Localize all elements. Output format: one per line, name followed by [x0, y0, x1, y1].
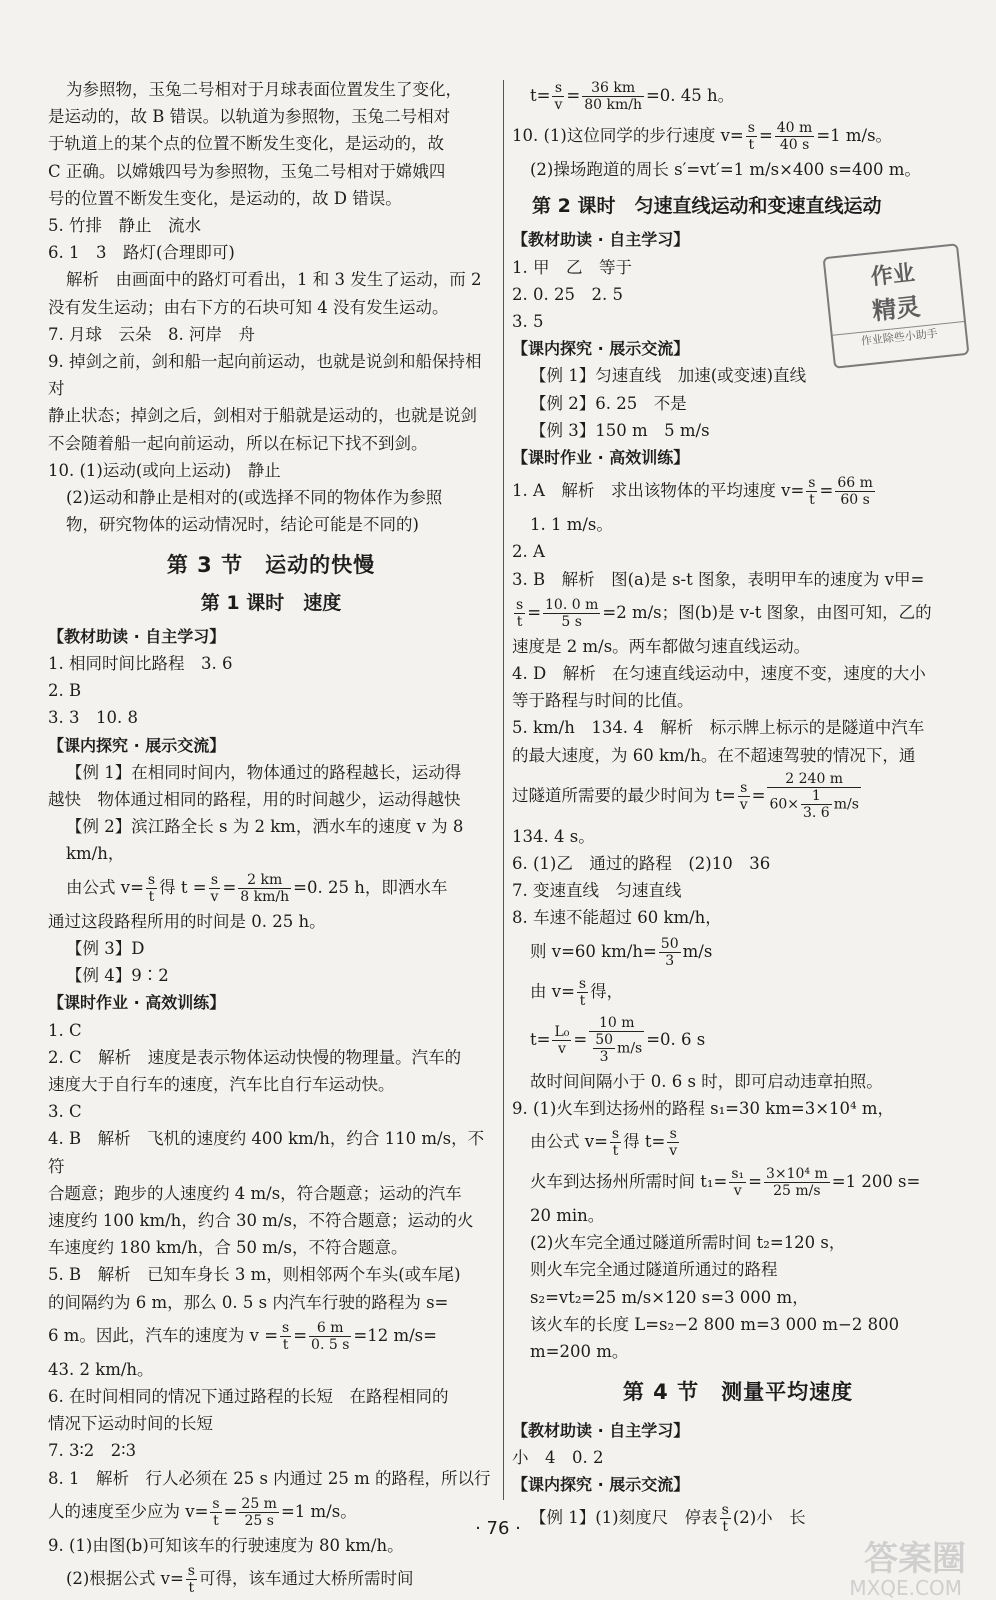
watermark-url: MXQE.COM — [849, 1576, 962, 1600]
heading-homework: 【课时作业 · 高效训练】 — [512, 448, 690, 468]
fraction: $\frac{25 m}{25 s}$ — [241, 1495, 277, 1529]
heading-textbook: 【教材助读 · 自主学习】 — [512, 230, 690, 250]
r-answer-10a: 10. (1)这位同学的步行速度 v= $\frac{s}{t}$ = $\frac{40 m}{40 s}$ =1 m/s。 — [512, 120, 893, 153]
text-line: 于轨道上的某个点的位置不断发生变化，是运动的，故 — [48, 134, 444, 154]
k-answer-6: 6. (1)乙 通过的路程 (2)10 36 — [512, 854, 771, 874]
answer-7-8: 7. 月球 云朵 8. 河岸 舟 — [48, 324, 255, 344]
example-2a: 【例 2】滨江路全长 s 为 2 km，洒水车的速度 v 为 8 km/h， — [66, 817, 464, 864]
fraction: $\frac{s}{t}$ — [747, 120, 755, 153]
k-answer-4a: 4. B 解析 飞机的速度约 400 km/h，约合 110 m/s，不符 — [48, 1129, 485, 1176]
text-line: 是运动的，故 B 错误。以轨道为参照物，玉兔二号相对 — [48, 107, 451, 127]
k-answer-1b: 1. 1 m/s。 — [530, 515, 613, 535]
answer-10c: 物，研究物体的运动情况时，结论可能是不同的) — [66, 515, 419, 535]
fraction: $\frac{s}{t}$ — [282, 1319, 290, 1353]
k-answer-4c: 速度约 100 km/h，约合 30 m/s，不符合题意；运动的火 — [48, 1210, 474, 1230]
k-answer-2: 2. A — [512, 542, 545, 562]
lesson-1-title: 第 1 课时 速度 — [200, 591, 342, 614]
heading-textbook: 【教材助读 · 自主学习】 — [48, 626, 226, 646]
fraction: $\frac{s}{v}$ — [210, 871, 219, 905]
heading-classroom: 【课内探究 · 展示交流】 — [512, 339, 690, 359]
column-divider — [503, 80, 504, 1500]
k-answer-4b: 合题意；跑步的人速度约 4 m/s，符合题意；运动的汽车 — [48, 1183, 462, 1203]
fraction: $\frac{s}{t}$ — [721, 1502, 729, 1536]
section-4-title: 第 4 节 测量平均速度 — [622, 1380, 854, 1405]
example-3: 【例 3】150 m 5 m/s — [530, 420, 710, 440]
k-answer-4d: 车速度约 180 km/h，合 50 m/s，不符合题意。 — [48, 1238, 408, 1258]
k-answer-1a: 1. A 解析 求出该物体的平均速度 v= $\frac{s}{t}$ = $\frac{66 m}{60 s}$ — [512, 475, 873, 509]
k-answer-8c: 由 v= $\frac{s}{t}$ 得， — [530, 975, 624, 1009]
fraction: $\frac{10. 0 m}{5 s}$ — [545, 596, 599, 630]
heading-classroom: 【课内探究 · 展示交流】 — [48, 735, 226, 755]
answer-9a: 9. 掉剑之前，剑和船一起向前运动，也就是说剑和船保持相对 — [48, 352, 482, 399]
fraction: $\frac{s}{v}$ — [669, 1126, 678, 1160]
s4-answer: 小 4 0. 2 — [512, 1447, 604, 1467]
fraction: $\frac{s}{t}$ — [808, 475, 816, 509]
k-answer-9a: 9. (1)火车到达扬州的路程 s₁=30 km=3×10⁴ m， — [512, 1098, 895, 1118]
k-answer-6b: 情况下运动时间的长短 — [48, 1414, 213, 1434]
k-answer-5b: 的间隔约为 6 m，那么 0. 5 s 内汽车行驶的路程为 s= — [48, 1292, 449, 1312]
fraction: $\frac{50}{3}$ — [660, 935, 679, 969]
j-answer-1: 1. 相同时间比路程 3. 6 — [48, 654, 233, 674]
r-answer-10b: (2)操场跑道的周长 s′=vt′=1 m/s×400 s=400 m。 — [530, 160, 921, 179]
watermark-logo: 答案圈 — [864, 1539, 966, 1579]
answer-9b: 静止状态；掉剑之后，剑相对于船就是运动的，也就是说剑 — [48, 406, 477, 426]
fraction: $\frac{6 m}{0. 5 s}$ — [311, 1319, 350, 1353]
heading-textbook-4: 【教材助读 · 自主学习】 — [512, 1420, 690, 1440]
heading-classroom-4: 【课内探究 · 展示交流】 — [512, 1474, 690, 1494]
k-answer-5-formula: 过隧道所需要的最少时间为 t= $\frac{s}{v}$ = 2 240 m 60× $\frac{1}{3. 6}$ m/s — [512, 771, 859, 822]
k-answer-9c: 火车到达扬州所需时间 t₁= $\frac{\text{s₁}}{v}$ = $\frac{\text{3×10⁴ m}}{25 m/s}$ =1 200 s= — [530, 1166, 921, 1200]
example-2c: 通过这段路程所用的时间是 0. 25 h。 — [48, 911, 326, 931]
example-2: 【例 2】6. 25 不是 — [530, 393, 687, 413]
text-line: 为参照物，玉兔二号相对于月球表面位置发生了变化， — [66, 80, 462, 99]
fraction: $\frac{1}{3. 6}$ — [803, 788, 830, 822]
right-column — [512, 76, 964, 1538]
k-answer-3: 3. C — [48, 1102, 82, 1122]
k-answer-9g: s₂=vt₂=25 m/s×120 s=3 000 m， — [530, 1287, 809, 1307]
k-answer-5d: 134. 4 s。 — [512, 826, 595, 846]
s4-example-1: 【例 1】(1)刻度尺 停表 $\frac{s}{t}$ (2)小 长 — [530, 1502, 806, 1536]
k-answer-7: 7. 3∶2 2∶3 — [48, 1441, 137, 1461]
fraction: 10 m $\frac{50}{3}$ m/s — [589, 1015, 644, 1065]
section-3-title: 第 3 节 运动的快慢 — [166, 553, 376, 578]
lesson-2-title: 第 2 课时 匀速直线运动和变速直线运动 — [532, 195, 882, 218]
j-answer-2: 2. 0. 25 2. 5 — [512, 284, 623, 304]
answer-5: 5. 竹排 静止 流水 — [48, 216, 201, 236]
example-1a: 【例 1】在相同时间内，物体通过的路程越长，运动得 — [66, 762, 462, 782]
fraction: $\frac{s}{t}$ — [212, 1495, 220, 1529]
fraction: $\frac{40 m}{40 s}$ — [776, 120, 813, 153]
example-2-formula: 由公式 v= $\frac{s}{t}$ 得 t = $\frac{s}{v}$ = $\frac{2 km}{8 km/h}$ =0. 25 h，即洒水车 — [66, 871, 448, 905]
k-answer-9-formula: (2)根据公式 v= $\frac{s}{t}$ 可得，该车通过大桥所需时间 — [66, 1562, 414, 1596]
j-answer-3: 3. 3 10. 8 — [48, 708, 138, 728]
example-1: 【例 1】匀速直线 加速(或变速)直线 — [530, 366, 807, 386]
k-answer-8b: 则 v=60 km/h= $\frac{50}{3}$ m/s — [530, 935, 713, 969]
fraction: $\frac{66 m}{60 s}$ — [837, 475, 873, 509]
k-answer-8e: 故时间间隔小于 0. 6 s 时，即可启动违章拍照。 — [530, 1071, 883, 1091]
k-answer-2b: 速度大于自行车的速度，汽车比自行车运动快。 — [48, 1074, 395, 1094]
fraction: $\frac{\text{3×10⁴ m}}{25 m/s}$ — [765, 1166, 828, 1200]
answer-10a: 10. (1)运动(或向上运动) 静止 — [48, 460, 281, 480]
fraction: $\frac{\text{L₀}}{v}$ — [554, 1023, 570, 1057]
analysis-6a: 解析 由画面中的路灯可看出，1 和 3 发生了运动，而 2 — [66, 270, 482, 290]
k-answer-8a: 8. 1 解析 行人必须在 25 s 内通过 25 m 的路程，所以行 — [48, 1468, 491, 1488]
heading-homework: 【课时作业 · 高效训练】 — [48, 993, 226, 1013]
j-answer-2: 2. B — [48, 681, 82, 701]
k-answer-9f: 则火车完全通过隧道所通过的路程 — [530, 1260, 778, 1280]
fraction: $\frac{s}{t}$ — [187, 1562, 195, 1596]
fraction: $\frac{s}{v}$ — [739, 779, 748, 813]
example-1b: 越快 物体通过相同的路程，用的时间越少，运动得越快 — [48, 790, 461, 810]
fraction: $\frac{s}{t}$ — [147, 871, 156, 905]
fraction: $\frac{s}{t}$ — [578, 975, 587, 1009]
homework-stamp: 作业 精灵 作业除些小助手 — [823, 243, 970, 369]
k-answer-5a: 5. km/h 134. 4 解析 标示牌上标示的是隧道中汽车 — [512, 718, 925, 738]
j-answer-3: 3. 5 — [512, 312, 544, 332]
example-4: 【例 4】9∶2 — [66, 966, 169, 986]
left-column — [48, 76, 494, 1599]
k-answer-4b: 等于路程与时间的比值。 — [512, 691, 694, 711]
fraction: $\frac{s}{t}$ — [611, 1126, 620, 1160]
page-number: · 76 · — [475, 1518, 521, 1539]
k-answer-8-formula: 人的速度至少应为 v= $\frac{s}{t}$ = $\frac{25 m}{25 s}$ =1 m/s。 — [48, 1495, 357, 1529]
k-answer-9h: 该火车的长度 L=s₂−2 800 m=3 000 m−2 800 m=200 m。 — [530, 1314, 900, 1362]
answer-10b: (2)运动和静止是相对的(或选择不同的物体作为参照 — [66, 488, 443, 508]
k-answer-8a: 8. 车速不能超过 60 km/h， — [512, 908, 722, 928]
k-answer-3a: 3. B 解析 图(a)是 s-t 图象，表明甲车的速度为 v甲= — [512, 569, 925, 589]
k-answer-3b: $\frac{s}{t}$ = $\frac{10. 0 m}{5 s}$ =2 m/s；图(b)是 v-t 图象，由图可知，乙的 — [516, 596, 932, 630]
k-answer-9d: 20 min。 — [530, 1206, 605, 1226]
fraction: $\frac{s}{v}$ — [554, 80, 563, 113]
fraction: $\frac{\text{s₁}}{v}$ — [731, 1166, 745, 1200]
fraction: $\frac{36 km}{80 km/h}$ — [584, 80, 642, 113]
k-answer-3c: 速度是 2 m/s。两车都做匀速直线运动。 — [512, 636, 811, 656]
answer-9c: 不会随着船一起向前运动，所以在标记下找不到剑。 — [48, 433, 428, 453]
fraction: $\frac{2 km}{8 km/h}$ — [240, 871, 290, 905]
k-answer-9a: 9. (1)由图(b)可知该车的行驶速度为 80 km/h。 — [48, 1535, 404, 1555]
j-answer-1: 1. 甲 乙 等于 — [512, 257, 632, 277]
k-answer-4a: 4. D 解析 在匀速直线运动中，速度不变，速度的大小 — [512, 664, 926, 684]
k-answer-2a: 2. C 解析 速度是表示物体运动快慢的物理量。汽车的 — [48, 1047, 462, 1067]
example-3: 【例 3】D — [66, 938, 145, 958]
k-answer-6a: 6. 在时间相同的情况下通过路程的长短 在路程相同的 — [48, 1386, 449, 1406]
k-answer-7: 7. 变速直线 匀速直线 — [512, 881, 682, 901]
fraction: $\frac{s}{t}$ — [516, 596, 524, 630]
k-answer-5d: 43. 2 km/h。 — [48, 1359, 154, 1379]
k-answer-1: 1. C — [48, 1020, 82, 1040]
analysis-6b: 没有发生运动；由右下方的石块可知 4 没有发生运动。 — [48, 297, 449, 317]
k-answer-5-formula: 6 m。因此，汽车的速度为 v = $\frac{s}{t}$ = $\frac{6 m}{0. 5 s}$ =12 m/s= — [48, 1319, 437, 1353]
k-answer-9b: 由公式 v= $\frac{s}{t}$ 得 t= $\frac{s}{v}$ — [530, 1126, 678, 1160]
text-line: 号的位置不断发生变化，是运动的，故 D 错误。 — [48, 188, 402, 208]
fraction: 2 240 m 60× $\frac{1}{3. 6}$ m/s — [769, 771, 859, 822]
k-answer-5b: 的最大速度，为 60 km/h。在不超速驾驶的情况下，通 — [512, 745, 916, 765]
k-answer-8d: t= $\frac{\text{L₀}}{v}$ = 10 m $\frac{50}{3}$ m/s =0. 6 s — [530, 1015, 706, 1066]
k-answer-5a: 5. B 解析 已知车身长 3 m，则相邻两个车头(或车尾) — [48, 1265, 461, 1285]
text-line: C 正确。以嫦娥四号为参照物，玉兔二号相对于嫦娥四 — [48, 161, 446, 181]
answer-6: 6. 1 3 路灯(合理即可) — [48, 243, 235, 263]
fraction: $\frac{50}{3}$ — [595, 1032, 614, 1066]
r-formula-1: t= $\frac{s}{v}$ = $\frac{36 km}{80 km/h}$ =0. 45 h。 — [530, 80, 735, 113]
k-answer-9e: (2)火车完全通过隧道所需时间 t₂=120 s， — [530, 1233, 846, 1253]
